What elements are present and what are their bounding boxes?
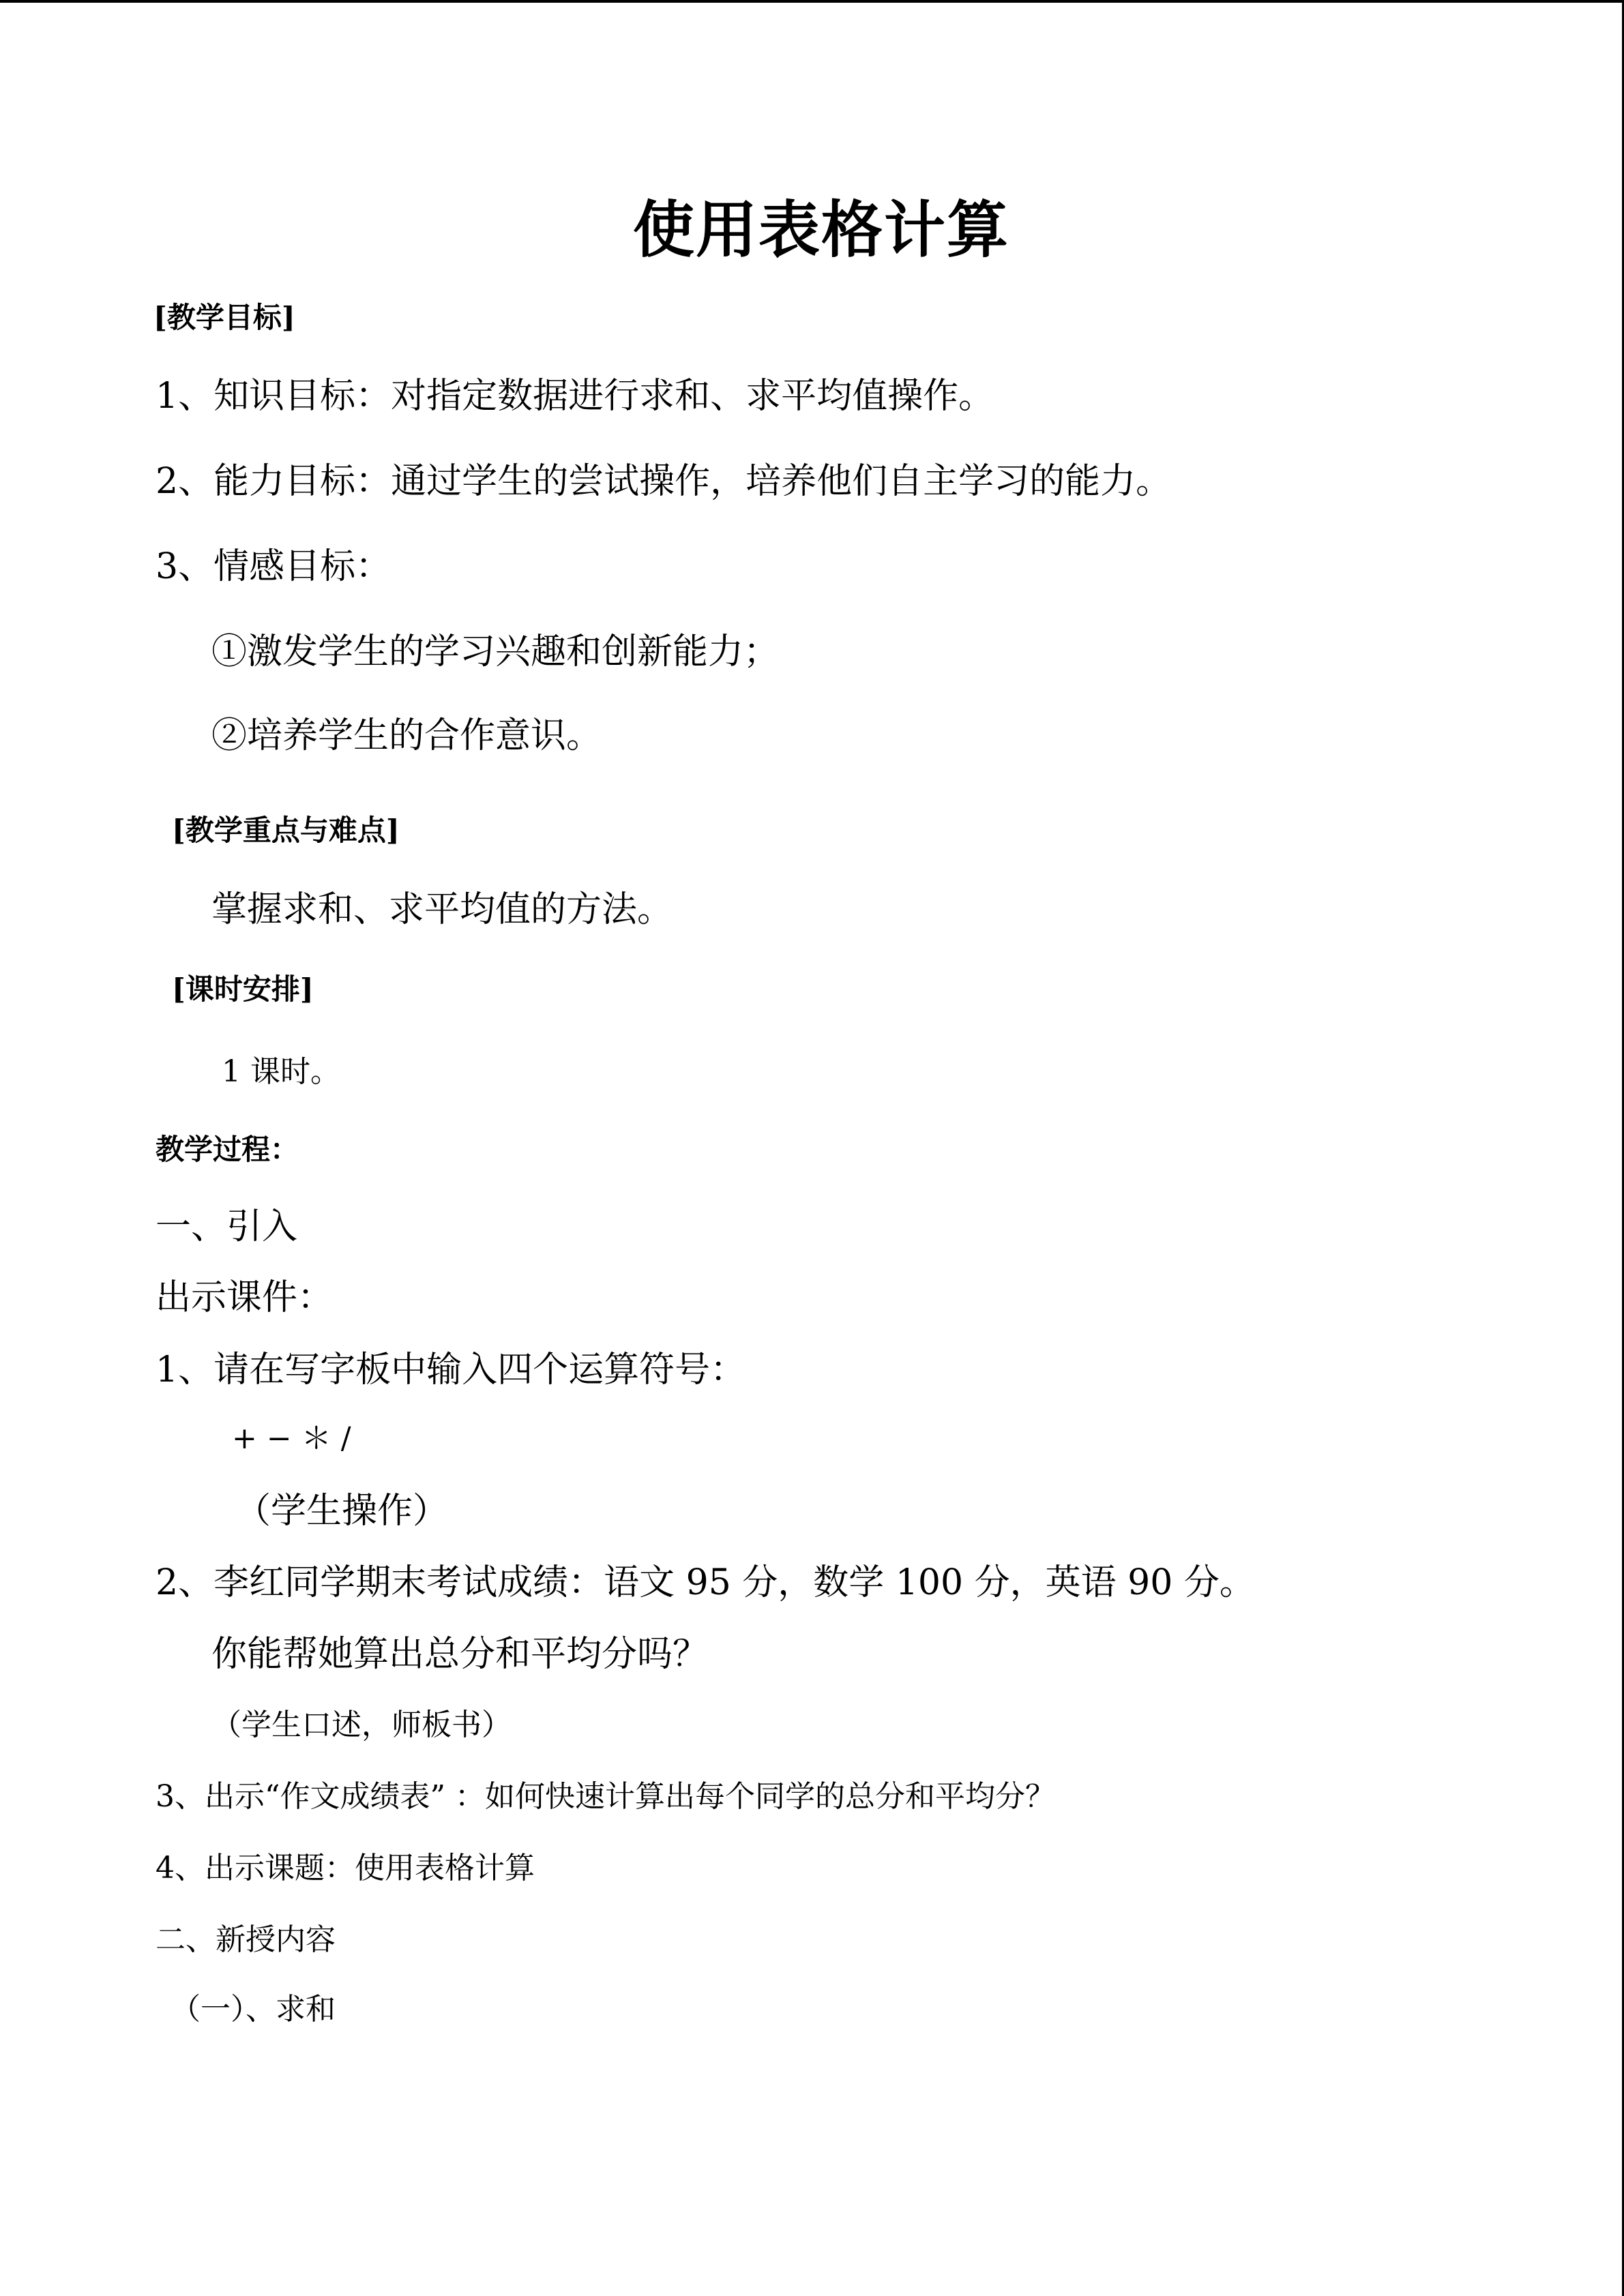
schedule-text: 1 课时。: [222, 1054, 340, 1089]
schedule-heading: [课时安排]: [172, 972, 314, 1006]
student-operation: （学生操作）: [235, 1491, 449, 1532]
goal-emotion-sub-2: ②培养学生的合作意识。: [211, 715, 602, 756]
key-points-text: 掌握求和、求平均值的方法。: [211, 889, 673, 930]
step-4: 4、出示课题：使用表格计算: [156, 1851, 535, 1885]
goal-emotion: 3、情感目标：: [156, 546, 392, 587]
new-content-heading: 二、新授内容: [156, 1922, 336, 1957]
step-2-note: （学生口述，师板书）: [211, 1708, 512, 1742]
show-courseware: 出示课件：: [156, 1277, 334, 1318]
key-points-heading: [教学重点与难点]: [172, 814, 400, 847]
teaching-goals-heading: [教学目标]: [153, 301, 295, 334]
sum-heading: （一）、求和: [171, 1992, 336, 2027]
document-title: 使用表格计算: [633, 194, 1009, 266]
step-2-line-2: 你能帮她算出总分和平均分吗？: [211, 1634, 709, 1675]
intro-heading: 一、引入: [156, 1206, 298, 1247]
step-2-line-1: 2、李红同学期末考试成绩：语文 95 分，数学 100 分，英语 90 分。: [156, 1562, 1255, 1603]
step-3: 3、出示“作文成绩表” ：如何快速计算出每个同学的总分和平均分？: [156, 1779, 1055, 1814]
process-heading: 教学过程：: [156, 1133, 299, 1166]
goal-knowledge: 1、知识目标：对指定数据进行求和、求平均值操作。: [156, 376, 994, 417]
goal-emotion-sub-1: ①激发学生的学习兴趣和创新能力；: [211, 631, 780, 672]
operators: + − ＊ /: [232, 1421, 351, 1456]
page-top-border: [0, 0, 1624, 3]
goal-ability: 2、能力目标：通过学生的尝试操作，培养他们自主学习的能力。: [156, 461, 1172, 502]
step-1: 1、请在写字板中输入四个运算符号：: [156, 1350, 746, 1390]
